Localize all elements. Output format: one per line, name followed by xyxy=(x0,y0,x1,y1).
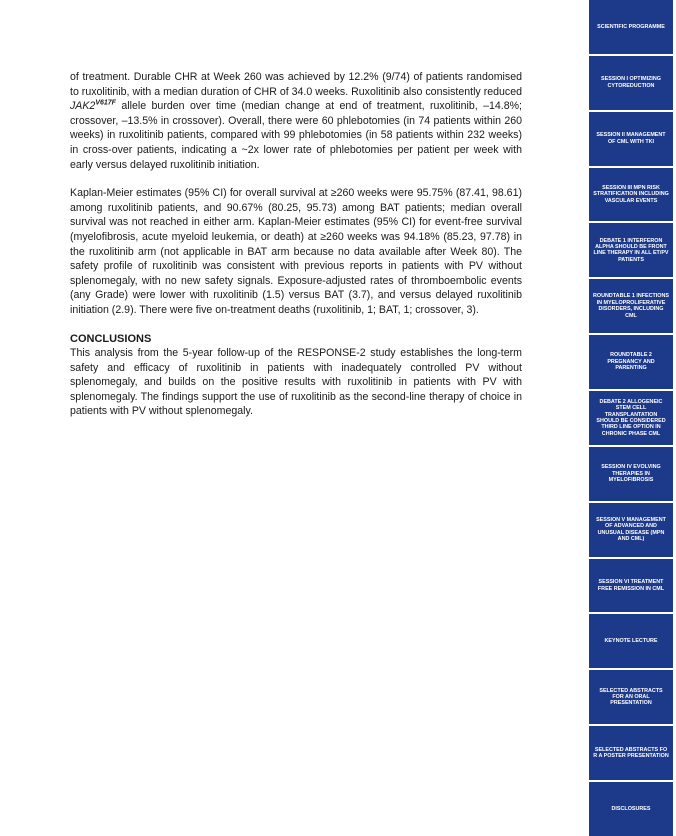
gene-name: JAK2 xyxy=(70,100,96,113)
nav-item-debate-2[interactable]: DEBATE 2 ALLOGENEIC STEM CELL TRANSPLANTATION SHOULD BE CONSIDERED THIRD LINE OPTION IN CHRONIC PHASE CML xyxy=(589,391,673,445)
nav-item-session-2[interactable]: SESSION II MANAGEMENT OF CML WITH TKI xyxy=(589,112,673,166)
conclusions-heading: CONCLUSIONS xyxy=(70,332,152,345)
paragraph-text: of treatment. Durable CHR at Week 260 was achieved by 12.2% (9/74) of patients randomised to ruxolitinib, with a median duration of CHR of 34.0 weeks. Ruxolitinib also consistently reduced xyxy=(70,71,522,98)
section-sidebar xyxy=(589,0,673,836)
paragraph-conclusions: This analysis from the 5-year follow-up of the RESPONSE-2 study establishes the long-term safety and efficacy of ruxolitinib in patients with inadequately controlled PV without splenomegaly, and builds on the positive results with ruxolitinib in patients with PV with splenomegaly. The findings support the use of ruxolitinib as the second-line therapy of choice in patients with PV without splenomegaly. xyxy=(70,347,522,418)
nav-item-roundtable-1[interactable]: ROUNDTABLE 1 INFECTIONS IN MYELOPROLIFERATIVE DISORDERS, INCLUDING CML xyxy=(589,279,673,333)
nav-item-session-6[interactable]: SESSION VI TREATMENT FREE REMISSION IN CML xyxy=(589,559,673,613)
nav-item-debate-1[interactable]: DEBATE 1 INTERFERON ALPHA SHOULD BE FRONT LINE THERAPY IN ALL ET/PV PATIENTS xyxy=(589,223,673,277)
article-body xyxy=(70,70,522,433)
nav-item-session-4[interactable]: SESSION IV EVOLVING THERAPIES IN MYELOFIBROSIS xyxy=(589,447,673,501)
nav-item-roundtable-2[interactable]: ROUNDTABLE 2 PREGNANCY AND PARENTING xyxy=(589,335,673,389)
nav-item-session-3[interactable]: SESSION III MPN RISK STRATIFICATION INCLUDING VASCULAR EVENTS xyxy=(589,168,673,222)
paragraph-survival: Kaplan-Meier estimates (95% CI) for overall survival at ≥260 weeks were 95.75% (87.41, 98.61) among ruxolitinib patients, and 90.67% (80.25, 95.73) among BAT patients; median overall survival was not reached in either arm. Kaplan-Meier estimates (95% CI) for event-free survival (myelofibrosis, acute myeloid leukemia, or death) at ≥260 weeks was 94.18% (85.23, 97.78) in the ruxolitinib arm (not applicable in BAT arm because no data available after Week 80). The safety profile of ruxolitinib was consistent with previous reports in patients with PV without splenomegaly, with no new safety signals. Exposure-adjusted rates of thromboembolic events (any Grade) were lower with ruxolitinib (1.5) versus BAT (3.7), and versus delayed ruxolitinib initiation (2.9). There were five on-treatment deaths (ruxolitinib, 1; BAT, 1; crossover, 3). xyxy=(70,187,522,316)
paragraph-treatment-results xyxy=(70,70,522,172)
nav-item-scientific-programme[interactable]: SCIENTIFIC PROGRAMME xyxy=(589,0,673,54)
paragraph-text: allele burden over time (median change at end of treatment, ruxolitinib, –14.8%; crossover, –13.5% in crossover). Overall, there were 60 phlebotomies (in 74 patients within 260 weeks) in ruxolitinib patients, compared with 99 phlebotomies (in 58 patients within 232 weeks) in cross-over patients, indicating a ~2x lower rate of phlebotomies per patient per week with early versus delayed ruxolitinib initiation. xyxy=(70,100,522,171)
nav-item-disclosures[interactable]: DISCLOSURES xyxy=(589,782,673,836)
nav-item-keynote-lecture[interactable]: KEYNOTE LECTURE xyxy=(589,614,673,668)
gene-mutation-superscript: V617F xyxy=(95,99,116,107)
nav-item-session-1[interactable]: SESSION I OPTIMIZING CYTOREDUCTION xyxy=(589,56,673,110)
nav-item-oral-abstracts[interactable]: SELECTED ABSTRACTS FOR AN ORAL PRESENTATION xyxy=(589,670,673,724)
nav-item-poster-abstracts[interactable]: SELECTED ABSTRACTS FO R A POSTER PRESENTATION xyxy=(589,726,673,780)
nav-item-session-5[interactable]: SESSION V MANAGEMENT OF ADVANCED AND UNUSUAL DISEASE (MPN AND CML) xyxy=(589,503,673,557)
